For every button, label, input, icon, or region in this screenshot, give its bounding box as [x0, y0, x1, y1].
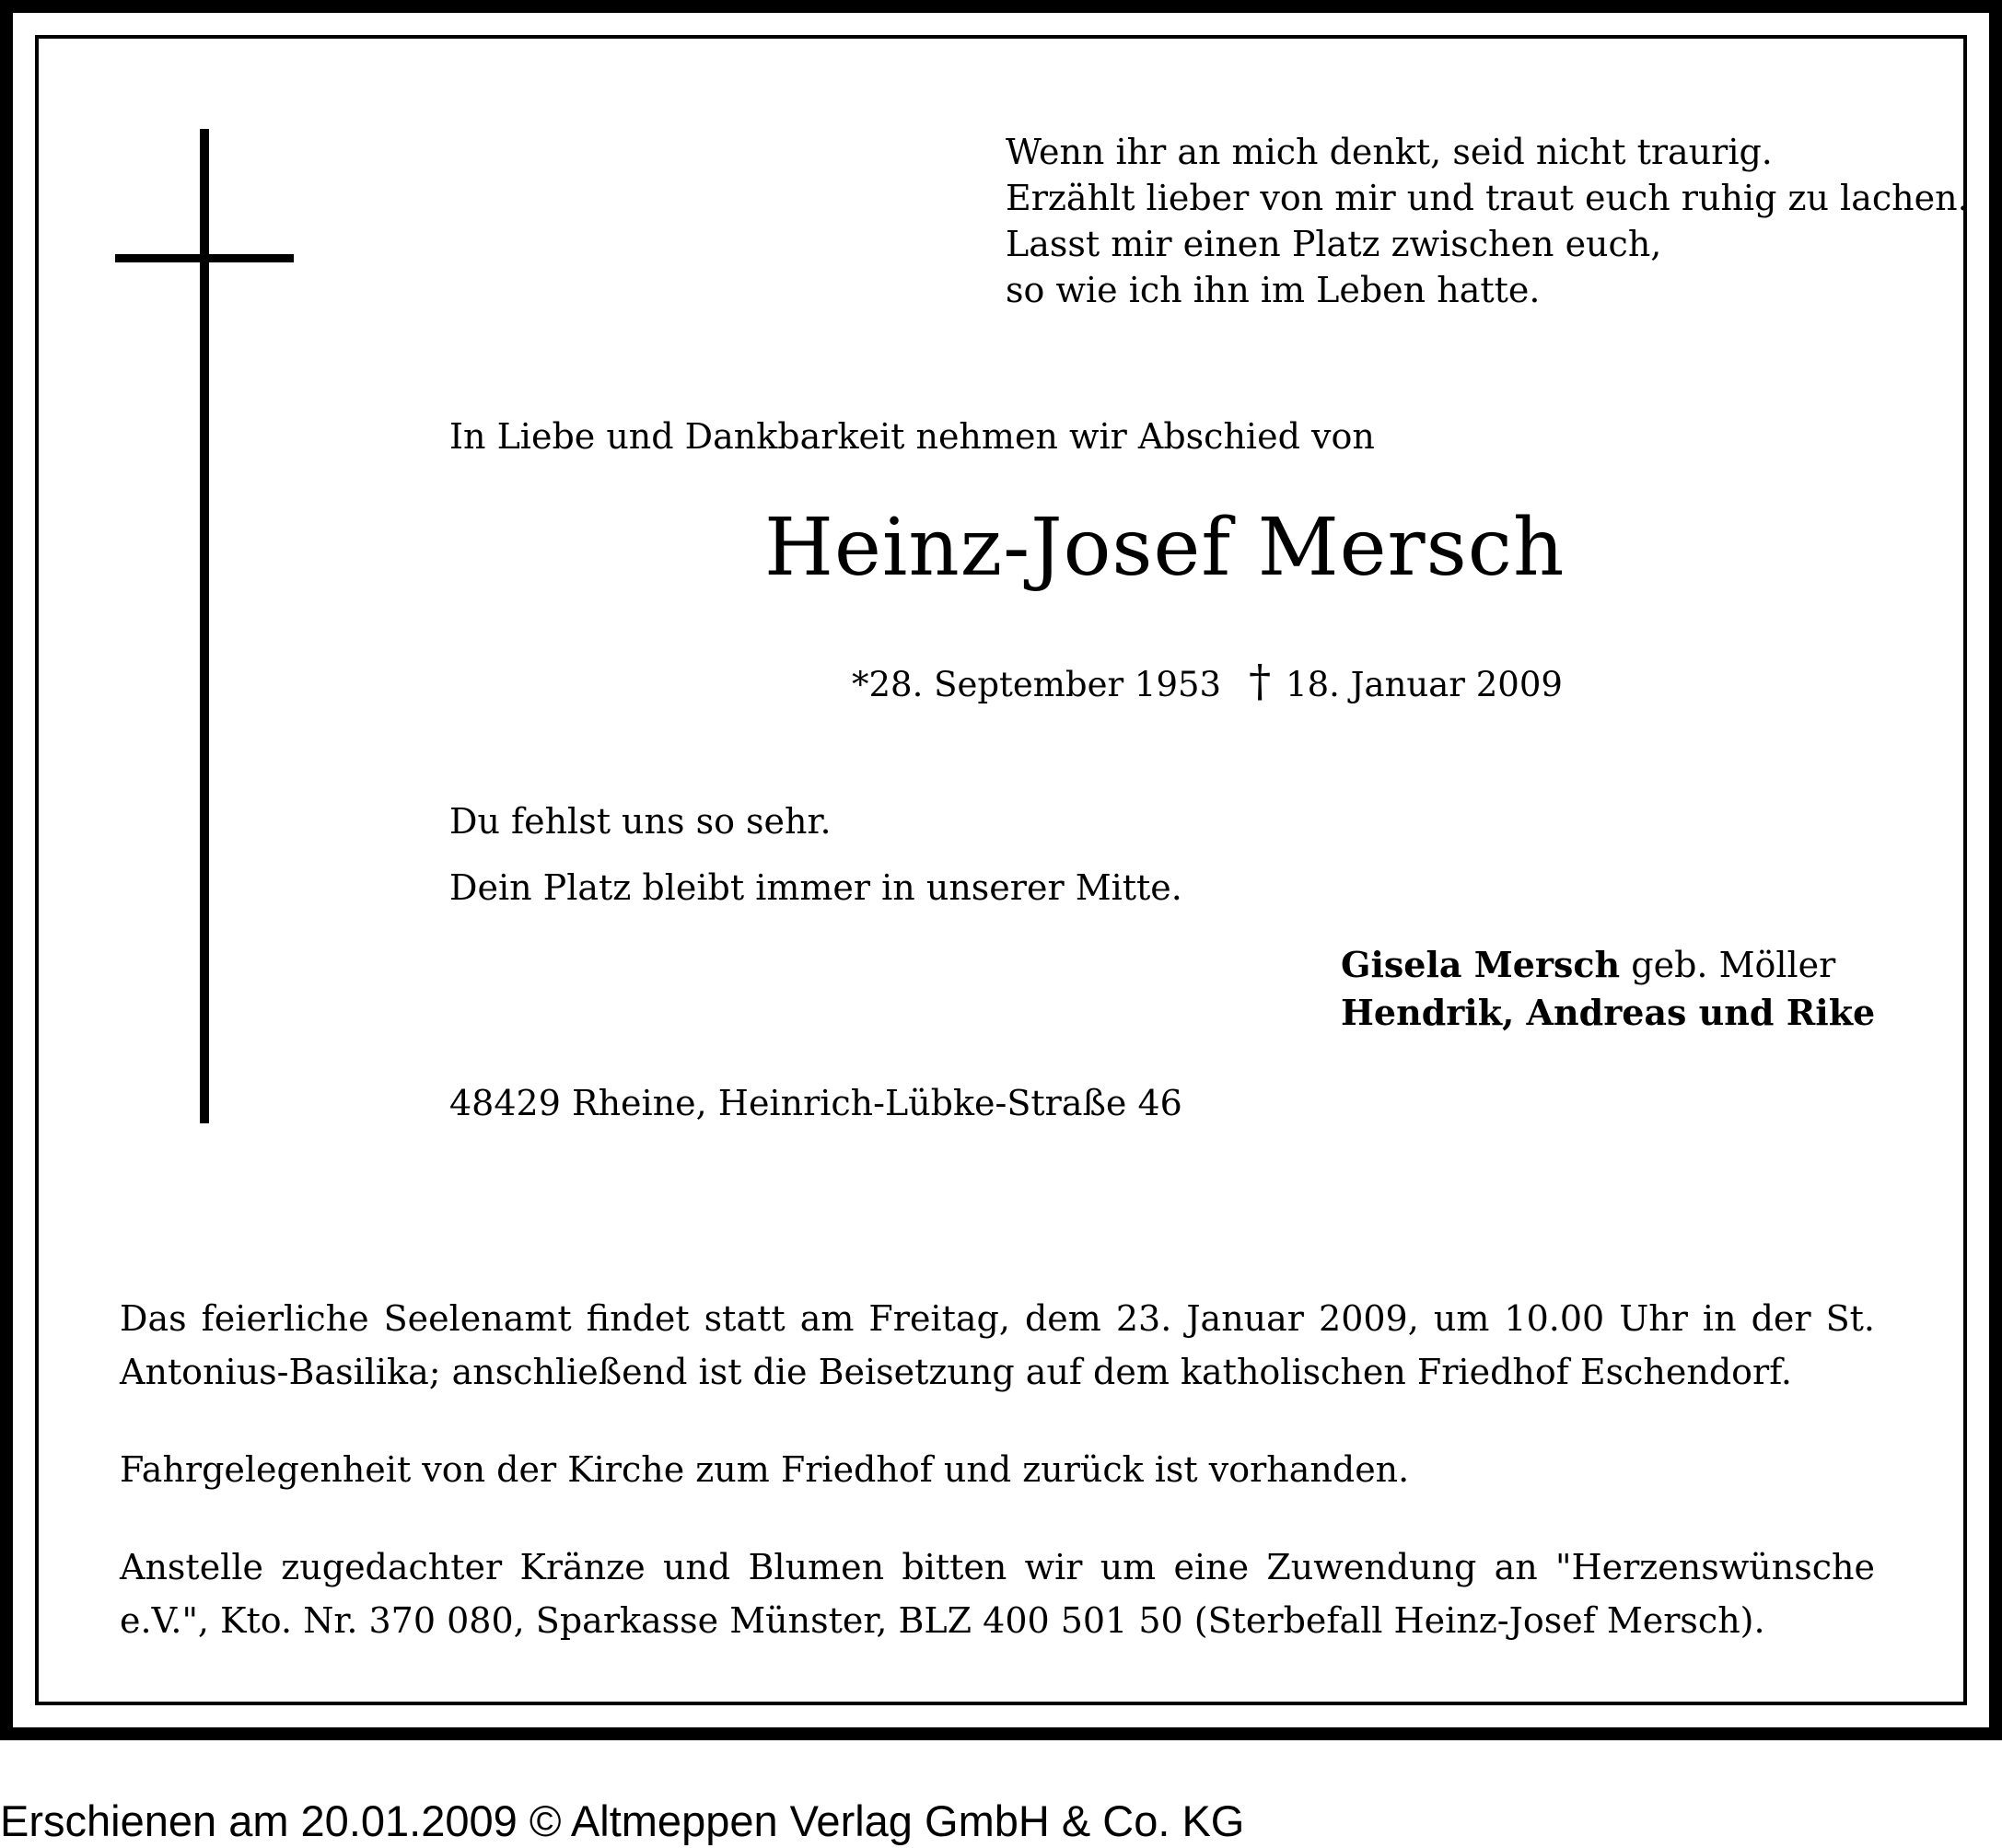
mourners	[1341, 941, 1875, 1037]
family-address: 48429 Rheine, Heinrich-Lübke-Straße 46	[449, 1083, 1182, 1123]
mourner-children: Hendrik, Andreas und Rike	[1341, 992, 1876, 1033]
service-info	[120, 1292, 1875, 1691]
death-date: 18. Januar 2009	[1286, 665, 1563, 704]
poem-line: Erzählt lieber von mir und traut euch ruhig zu lachen.	[1006, 178, 1969, 218]
farewell-intro: In Liebe und Dankbarkeit nehmen wir Abschied von	[449, 416, 1375, 457]
poem	[1006, 129, 1969, 313]
birth-date: *28. September 1953	[852, 665, 1222, 704]
spouse-name: Gisela Mersch	[1341, 944, 1621, 985]
publication-footer: Erschienen am 20.01.2009 © Altmeppen Verlag GmbH & Co. KG	[0, 1796, 1245, 1845]
deceased-name: Heinz-Josef Mersch	[764, 502, 1566, 594]
transport-info: Fahrgelegenheit von der Kirche zum Friedhof und zurück ist vorhanden.	[120, 1449, 1410, 1490]
poem-line: Lasst mir einen Platz zwischen euch,	[1006, 224, 1662, 264]
spouse-maiden-name: geb. Möller	[1631, 945, 1836, 985]
poem-line: Wenn ihr an mich denkt, seid nicht traurig.	[1006, 132, 1773, 172]
life-dates	[852, 656, 1563, 707]
mourner-spouse	[1341, 941, 1875, 989]
mourning-line: Dein Platz bleibt immer in unserer Mitte.	[449, 867, 1182, 908]
dagger-icon: †	[1249, 656, 1272, 707]
mourning-message	[449, 788, 1182, 921]
cross-icon-horizontal-bar	[115, 254, 294, 262]
donation-info: Anstelle zugedachter Kränze und Blumen bitten wir um eine Zuwendung an "Herzenswünsche e.V.", Kto. Nr. 370 080, Sparkasse Münster, BLZ 400 501 50 (Sterbefall Heinz-Josef Mersch).	[120, 1547, 1875, 1641]
requiem-mass-info: Das feierliche Seelenamt findet statt am Freitag, dem 23. Januar 2009, um 10.00 Uhr in der St. Antonius-Basilika; anschließend ist die Beisetzung auf dem katholischen Friedhof Eschendorf.	[120, 1298, 1875, 1392]
mourning-line: Du fehlst uns so sehr.	[449, 801, 832, 842]
poem-line: so wie ich ihn im Leben hatte.	[1006, 270, 1541, 310]
cross-icon-vertical-bar	[200, 129, 209, 1123]
